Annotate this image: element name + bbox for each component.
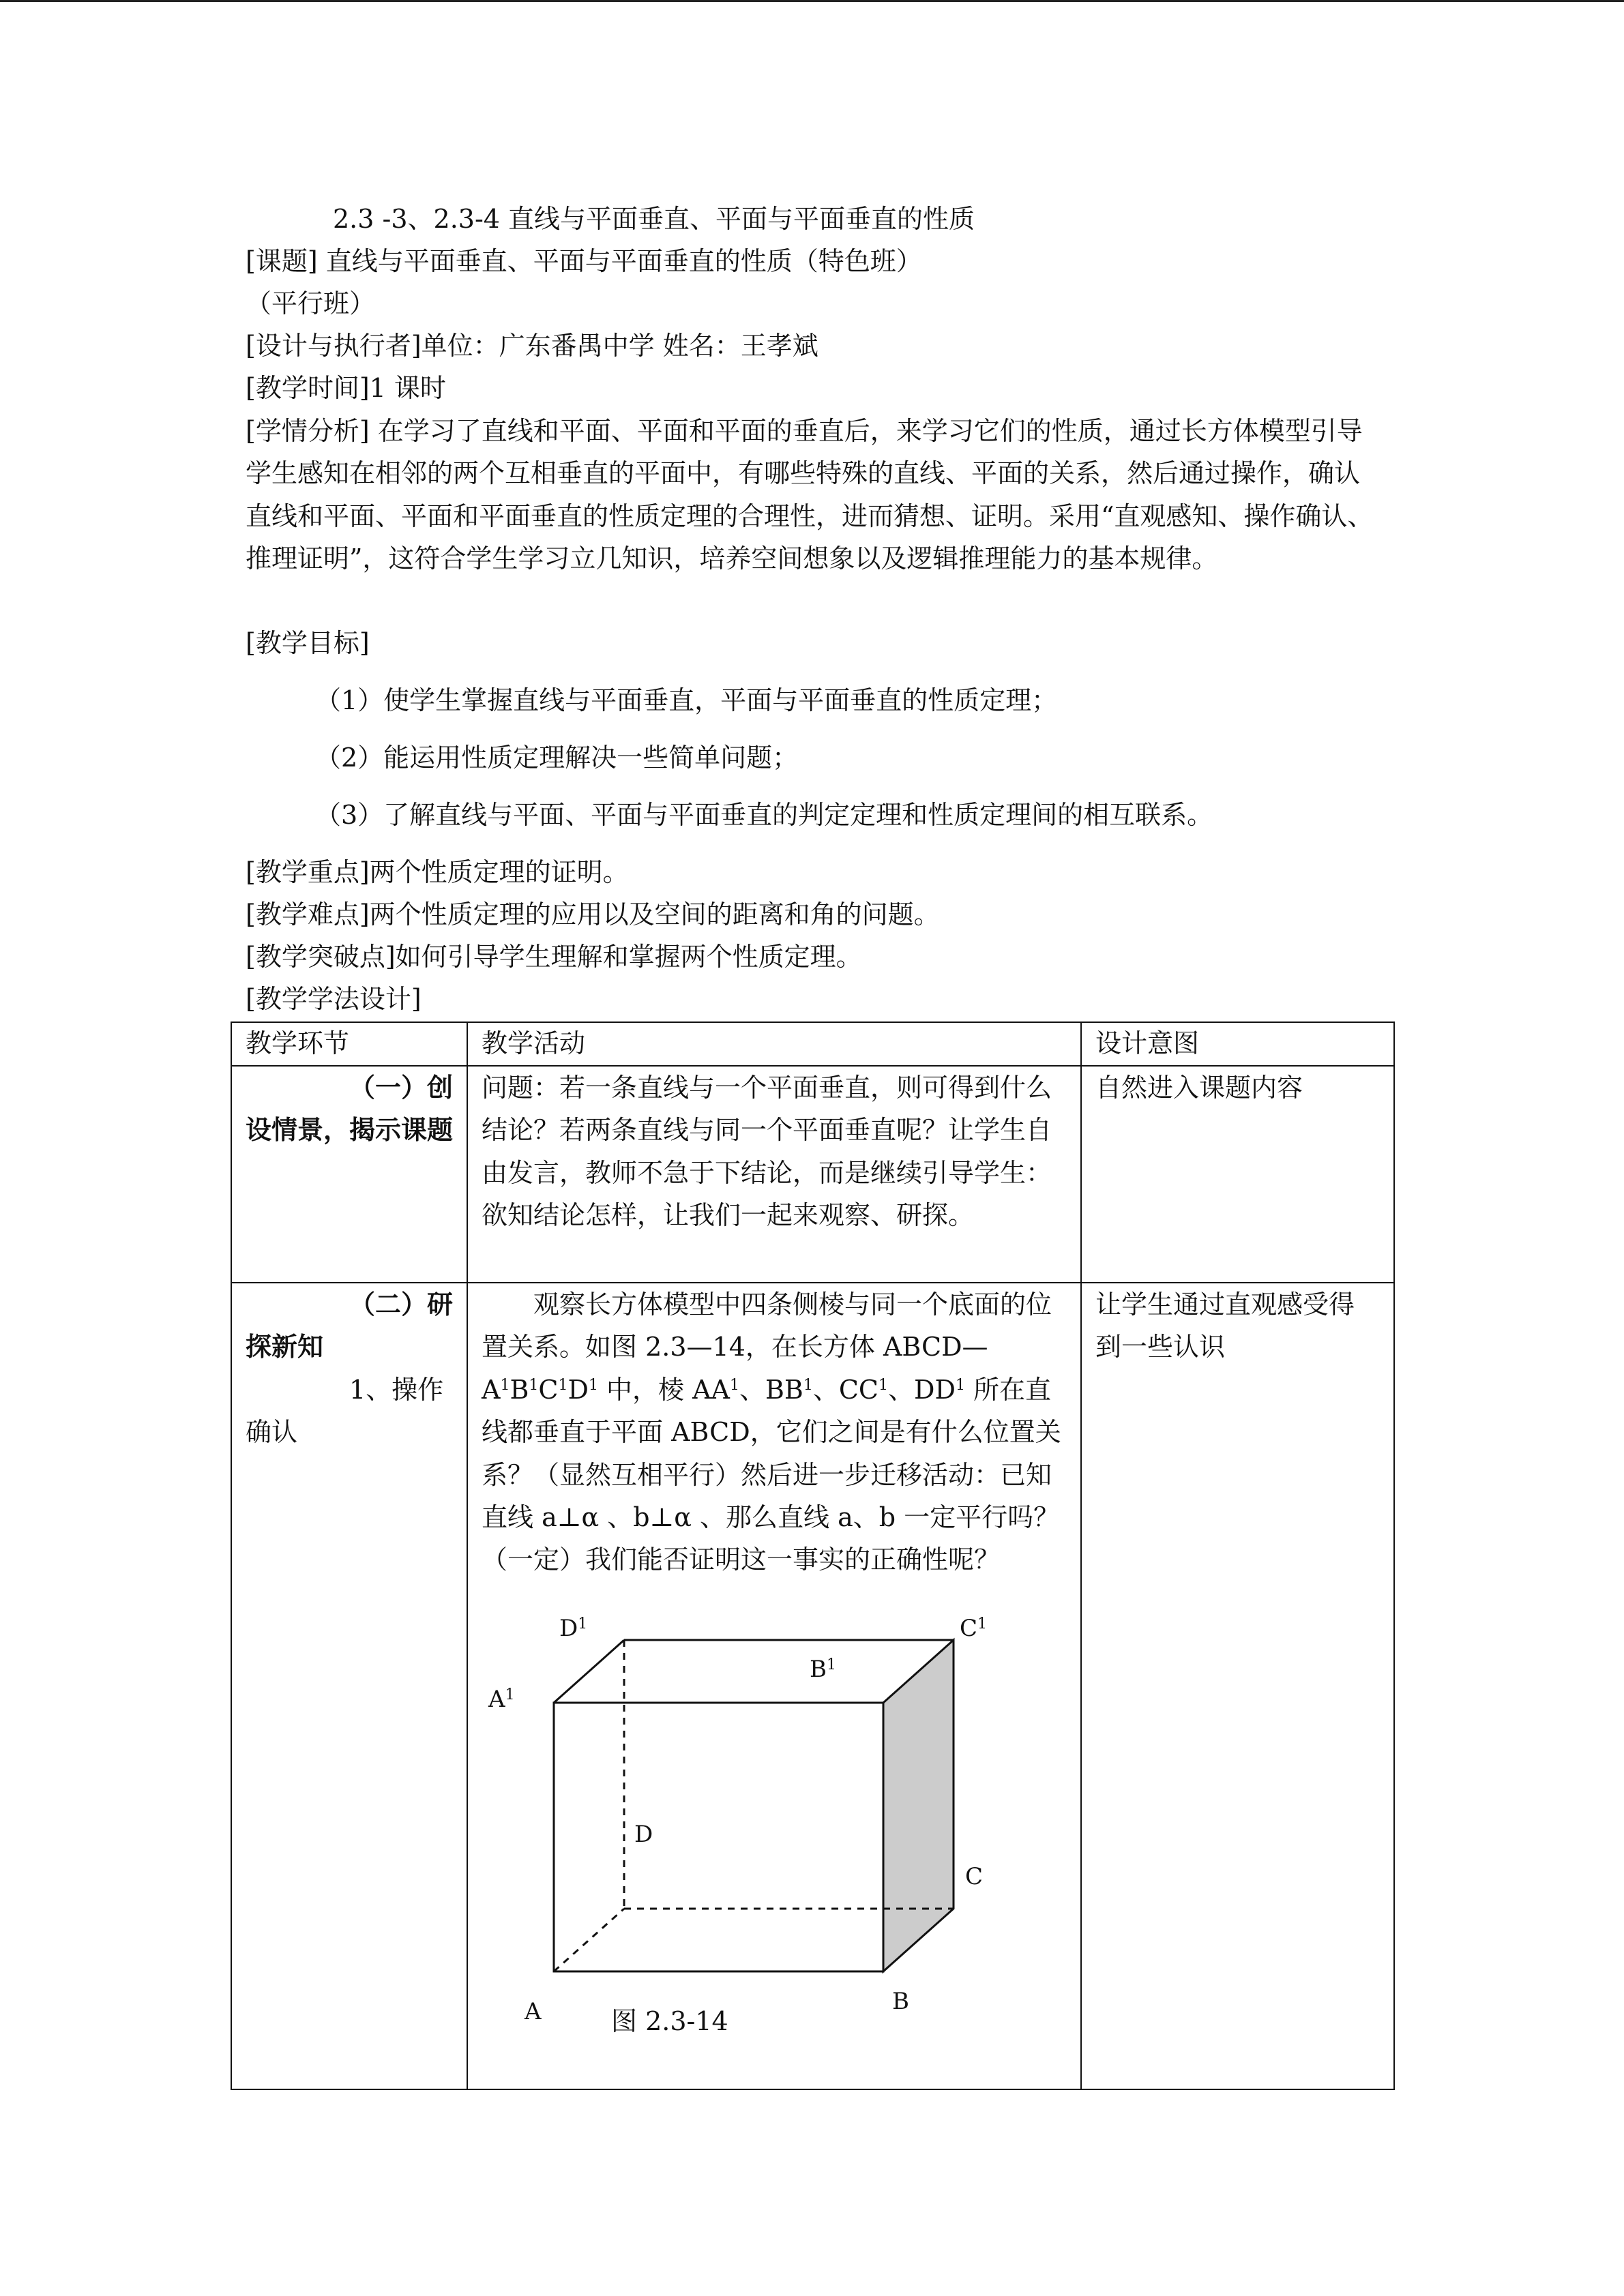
goal-item-2: （2）能运用性质定理解决一些简单问题； — [315, 743, 799, 773]
goal-item-3: （3）了解直线与平面、平面与平面垂直的判定定理和性质定理间的相互联系。 — [315, 800, 1213, 830]
activity-text: 问题：若一条直线与一个平面垂直，则可得到什么结论？若两条直线与同一个平面垂直呢？让学生自由发言，教师不急于下结论，而是继续引导学生：欲知结论怎样，让我们一起来观察、研探。 — [482, 1073, 1052, 1231]
designer-line: [设计与执行者]单位：广东番禺中学 姓名：王孝斌 — [246, 331, 818, 361]
cuboid-diagram — [468, 1609, 1068, 2052]
label-a: A — [525, 1997, 542, 2025]
analysis-paragraph: [学情分析] 在学习了直线和平面、平面和平面的垂直后，来学习它们的性质，通过长方体模型引导学生感知在相邻的两个互相垂直的平面中，有哪些特殊的直线、平面的关系，然后通过操作，确认直线和平面、平面和平面垂直的性质定理的合理性，进而猜想、证明。采用“直观感知、操作确认、推理证明”，这符合学生学习立几知识，培养空间想象以及逻辑推理能力的基本规律。 — [246, 416, 1374, 574]
stage-cell — [231, 1066, 467, 1283]
label-d1: $D^1$ — [559, 1614, 588, 1642]
intent-cell — [1081, 1066, 1394, 1283]
table-row — [231, 1066, 1394, 1283]
stage-title: （一）创设情景，揭示课题 — [246, 1072, 454, 1146]
page-title: 2.3 -3、2.3-4 直线与平面垂直、平面与平面垂直的性质 — [333, 204, 975, 234]
goal-label: [教学目标] — [246, 628, 370, 658]
key-point-line: [教学重点]两个性质定理的证明。 — [246, 857, 629, 887]
topic-line: [课题] 直线与平面垂直、平面与平面垂直的性质（特色班） — [246, 246, 922, 276]
header-intent: 设计意图 — [1081, 1022, 1394, 1066]
label-a1: $A^1$ — [488, 1685, 515, 1713]
time-line: [教学时间]1 课时 — [246, 373, 446, 403]
label-d: D — [634, 1820, 653, 1848]
intent-text: 让学生通过直观感受得到一些认识 — [1095, 1289, 1355, 1362]
sub-stage-title: 1、操作确认 — [246, 1374, 444, 1448]
breakthrough-line: [教学突破点]如何引导学生理解和掌握两个性质定理。 — [246, 942, 862, 972]
label-c: C — [965, 1862, 984, 1890]
intent-text: 自然进入课题内容 — [1095, 1073, 1303, 1103]
class-line: （平行班） — [246, 288, 376, 318]
intent-cell — [1081, 1283, 1394, 2089]
table-row — [231, 1283, 1394, 2089]
figure-caption: 图 2.3-14 — [611, 2006, 728, 2036]
activity-text: 观察长方体模型中四条侧棱与同一个底面的位置关系。如图 2.3—14，在长方体 $ABCD—A^1B^1C^1D^1$ 中，棱 $AA^1$、$BB^1$、$CC^1$、$DD^1$ 所在直线都垂直于平面 ABCD，它们之间是有什么位置关系？（显然互相平行）然后进一步迁移活动：已知直线 a⊥α 、b⊥α 、那么直线 a、b 一定平行吗？（一定）我们能否证明这一事实的正确性呢？ — [482, 1289, 1061, 1575]
activity-cell — [467, 1283, 1081, 2089]
table-header-row — [231, 1022, 1394, 1066]
label-b: B — [892, 1987, 909, 2015]
cuboid-front-face — [554, 1703, 883, 1971]
cuboid-figure — [468, 1609, 1068, 2052]
header-activity: 教学活动 — [467, 1022, 1081, 1066]
lesson-table — [231, 1022, 1395, 2090]
method-line: [教学学法设计] — [246, 984, 422, 1014]
cuboid-shaded-side — [883, 1640, 954, 1971]
stage-title: （二）研探新知 — [246, 1289, 454, 1362]
hidden-edge-ad — [554, 1909, 624, 1971]
stage-cell — [231, 1283, 467, 2089]
top-border — [0, 0, 1624, 2]
goal-item-1: （1）使学生掌握直线与平面垂直，平面与平面垂直的性质定理； — [315, 685, 1058, 715]
label-c1: $C^1$ — [960, 1614, 988, 1642]
header-stage: 教学环节 — [231, 1022, 467, 1066]
label-b1: $B^1$ — [810, 1655, 836, 1683]
activity-cell — [467, 1066, 1081, 1283]
difficulty-line: [教学难点]两个性质定理的应用以及空间的距离和角的问题。 — [246, 899, 940, 929]
